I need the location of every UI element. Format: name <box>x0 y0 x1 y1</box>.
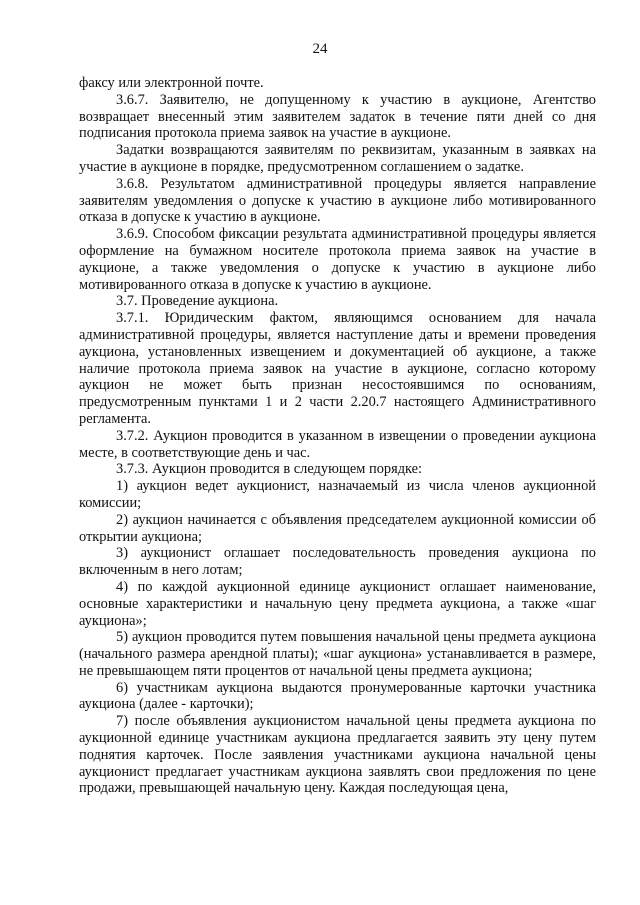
paragraph: 1) аукцион ведет аукционист, назначаемый из числа членов аукционной комиссии; <box>79 478 596 511</box>
paragraph: 3) аукционист оглашает последовательность проведения аукциона по включенным в него лотам; <box>79 545 596 579</box>
paragraph: 2) аукцион начинается с объявления председателем аукционной комиссии об открытии аукциона; <box>79 511 596 545</box>
paragraph: 4) по каждой аукционной единице аукционист оглашает наименование, основные характеристики и начальную цену предмета аукциона, а также «шаг аукциона»; <box>79 578 596 629</box>
paragraph: 6) участникам аукциона выдаются пронумерованные карточки участника аукциона (далее - карточки); <box>79 679 596 713</box>
page-number: 24 <box>312 41 328 57</box>
paragraph: 3.7.1. Юридическим фактом, являющимся основанием для начала административной процедуры, является наступление даты и времени проведения аукциона, установленных извещением и документацией об аукционе, а также наличие протокола приема заявок на участие в аукционе, согласно которому аукцион не может быть признан несостоявшимся по основаниям, предусмотренным пунктами 1 и 2 части 2.20.7 настоящего Административного регламента. <box>79 310 596 427</box>
paragraph: Задатки возвращаются заявителям по реквизитам, указанным в заявках на участие в аукционе в порядке, предусмотренном соглашением о задатке. <box>79 142 596 175</box>
document-body <box>79 75 596 797</box>
paragraph: 7) после объявления аукционистом начальной цены предмета аукциона по аукционной единице участникам аукциона предлагается заявить эту цену путем поднятия карточек. После заявления участниками аукциона начальной цены аукционист предлагает участникам аукциона заявлять свои предложения по цене продажи, превышающей начальную цену. Каждая последующая цена, <box>79 713 596 797</box>
paragraph: 3.6.7. Заявителю, не допущенному к участию в аукционе, Агентство возвращает внесенный этим заявителем задаток в течение пяти дней со дня подписания протокола приема заявок на участие в аукционе. <box>79 91 596 142</box>
paragraph: 5) аукцион проводится путем повышения начальной цены предмета аукциона (начального размера арендной платы); «шаг аукциона» устанавливается в размере, не превышающем пяти процентов от начальной цены предмета аукциона; <box>79 629 596 679</box>
paragraph: 3.7.2. Аукцион проводится в указанном в извещении о проведении аукциона месте, в соответствующие день и час. <box>79 427 596 461</box>
paragraph: факсу или электронной почте. <box>79 75 264 91</box>
paragraph: 3.7. Проведение аукциона. <box>116 293 279 310</box>
paragraph: 3.7.3. Аукцион проводится в следующем порядке: <box>116 461 423 478</box>
paragraph: 3.6.8. Результатом административной процедуры является направление заявителям уведомления о допуске к участию в аукционе либо мотивированного отказа в допуске к участию в аукционе. <box>79 175 596 226</box>
paragraph: 3.6.9. Способом фиксации результата административной процедуры является оформление на бумажном носителе протокола приема заявок на участие в аукционе, а также уведомления о допуске к участию в аукционе либо мотивированного отказа в допуске к участию в аукционе. <box>79 226 596 293</box>
